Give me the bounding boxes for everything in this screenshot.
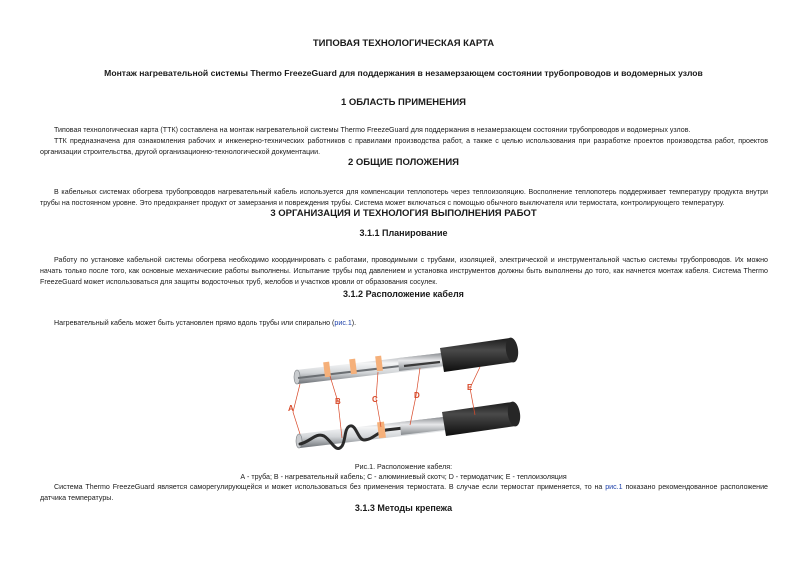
section313-heading: 3.1.3 Методы крепежа [354, 503, 453, 513]
doc-subtitle: Монтаж нагревательной системы Thermo FreezeGuard для поддержания в незамерзающем состоянии трубопроводов и водомерных узлов [104, 68, 703, 78]
label-d: D [414, 391, 420, 400]
insulation-icon [442, 402, 516, 436]
section312-intro: Нагревательный кабель может быть установлен прямо вдоль трубы или спирально (рис.1). [54, 319, 357, 327]
label-c: C [372, 395, 378, 404]
paragraph: Работу по установке кабельной системы обогрева необходимо координировать с работами, проводимыми с трубами, изоляцией, электрической и инструментальной частью системы трубопроводов. Их можно начать только после того, как основные механические работы выполнены. Испытание трубы под давлением и установка инструментов должны быть выполнены до того, как начнется монтаж кабеля. Система Thermo FreezeGuard может использоваться для защиты водосточных труб, желобов и участков кровли от образования сосулек. [40, 256, 768, 286]
figure-legend: А - труба; В - нагревательный кабель; С - алюминиевый скотч; D - термодатчик; Е - теплоизоляция [240, 473, 567, 481]
label-b: B [335, 397, 341, 406]
paragraph: ТТК предназначена для ознакомления рабочих и инженерно-технических работников с правилами производства работ, а также с целью использования при разработке проектов производства работ, проектов организации строительства, другой организационно-технологической документации. [40, 137, 768, 156]
section312-body: Система Thermo FreezeGuard является саморегулирующейся и может использоваться без применения термостата. В случае если термостат применяется, то на рис.1 показано рекомендованное расположение датчика температуры. [40, 483, 768, 502]
paragraph: В кабельных системах обогрева трубопроводов нагревательный кабель используется для компенсации теплопотерь через теплоизоляцию. Восполнение теплопотерь поддерживает температуру продукта внутри трубы на постоянном уровне. Это предохраняет продукт от замерзания и повреждения трубы. Система может включаться с помощью обычного выключателя или термостата, контролирующего температуру. [40, 188, 768, 207]
section311-heading: 3.1.1 Планирование [359, 228, 448, 238]
callout-labels [288, 383, 473, 413]
label-a: A [288, 404, 294, 413]
figure-link[interactable]: рис.1 [605, 483, 623, 491]
section2-heading: 2 ОБЩИЕ ПОЛОЖЕНИЯ [348, 157, 459, 168]
pipe-straight [294, 337, 520, 384]
section312-heading: 3.1.2 Расположение кабеля [343, 289, 464, 299]
section1-heading: 1 ОБЛАСТЬ ПРИМЕНЕНИЯ [340, 97, 467, 108]
section1-body [40, 125, 768, 158]
figure-link[interactable]: рис.1 [334, 319, 352, 327]
pipe-end-icon [296, 434, 302, 448]
insulation-icon [440, 338, 514, 372]
figure-caption: Рис.1. Расположение кабеля: [354, 463, 453, 471]
paragraph: Типовая технологическая карта (ТТК) составлена на монтаж нагревательной системы Thermo FreezeGuard для поддержания в незамерзающем состоянии трубопроводов и водомерных узлов. [54, 126, 691, 134]
figure-cable-layout [280, 332, 530, 460]
section3-heading: 3 ОРГАНИЗАЦИЯ И ТЕХНОЛОГИЯ ВЫПОЛНЕНИЯ РАБОТ [270, 208, 537, 219]
section2-body [40, 187, 768, 209]
pipe-spiral [296, 401, 522, 449]
doc-title: ТИПОВАЯ ТЕХНОЛОГИЧЕСКАЯ КАРТА [312, 38, 495, 49]
label-e: E [467, 383, 473, 392]
section311-body [40, 255, 768, 288]
